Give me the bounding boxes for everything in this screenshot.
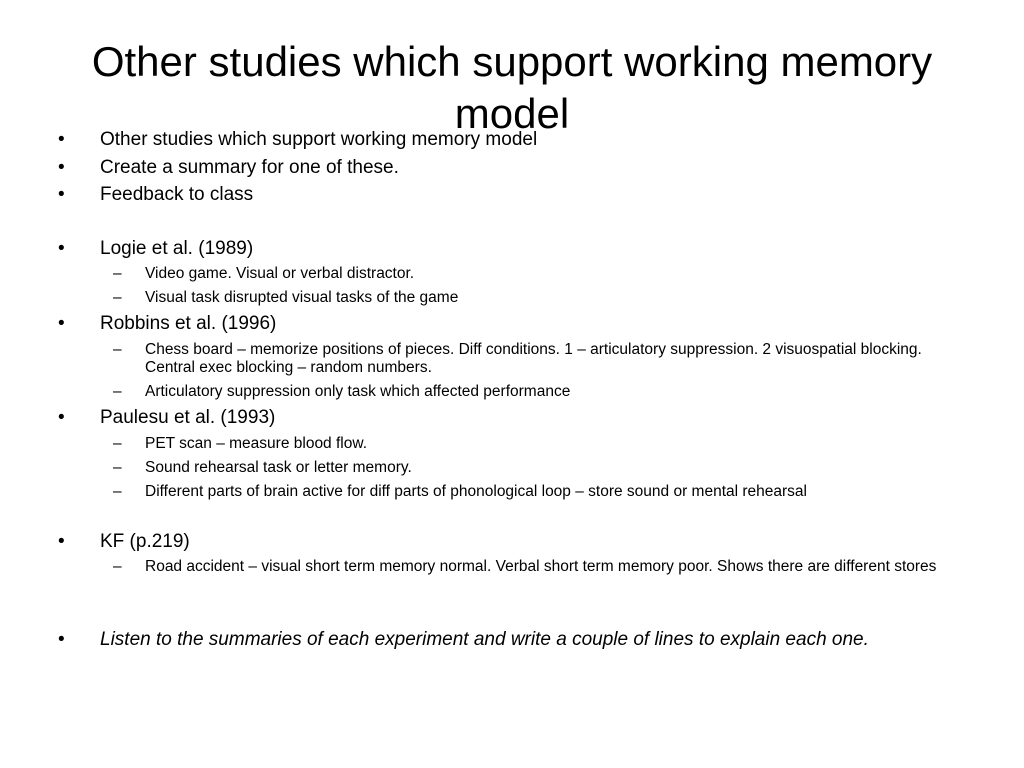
bullet-icon: • — [58, 313, 65, 334]
dash-icon: – — [113, 289, 122, 306]
bullet-icon: • — [58, 157, 65, 178]
bullet-icon: • — [58, 129, 65, 150]
bullet-text: Feedback to class — [100, 184, 254, 205]
bullet-icon: • — [58, 629, 65, 650]
bullet-text: Create a summary for one of these. — [100, 157, 399, 178]
bullet-icon: • — [58, 184, 65, 205]
bullet-icon: • — [58, 531, 65, 552]
sub-bullet-text: Articulatory suppression only task which affected performance — [145, 383, 571, 400]
sub-bullet-text: Video game. Visual or verbal distractor. — [145, 265, 415, 282]
sub-bullet-text: PET scan – measure blood flow. — [145, 435, 368, 452]
dash-icon: – — [113, 265, 122, 282]
bullet-icon: • — [58, 407, 65, 428]
dash-icon: – — [113, 383, 122, 400]
sub-bullet-text: Road accident – visual short term memory normal. Verbal short term memory poor. Shows there are different stores — [145, 558, 937, 575]
dash-icon: – — [113, 558, 122, 575]
sub-bullet-text: Different parts of brain active for diff parts of phonological loop – store sound or mental rehearsal — [145, 483, 807, 500]
bullet-text: Logie et al. (1989) — [100, 238, 254, 259]
dash-icon: – — [113, 435, 122, 452]
slide-title: Other studies which support working memory model — [91, 38, 933, 138]
dash-icon: – — [113, 483, 122, 500]
sub-bullet-text: Sound rehearsal task or letter memory. — [145, 459, 412, 476]
bullet-text: KF (p.219) — [100, 531, 190, 552]
dash-icon: – — [113, 459, 122, 476]
instruction-text: Listen to the summaries of each experiment and write a couple of lines to explain each one. — [100, 629, 869, 650]
bullet-text: Robbins et al. (1996) — [100, 313, 277, 334]
bullet-text: Paulesu et al. (1993) — [100, 407, 276, 428]
bullet-icon: • — [58, 238, 65, 259]
sub-bullet-text: Visual task disrupted visual tasks of the game — [145, 289, 459, 306]
bullet-text: Other studies which support working memory model — [100, 129, 538, 150]
dash-icon: – — [113, 341, 122, 358]
sub-bullet-text: Chess board – memorize positions of pieces. Diff conditions. 1 – articulatory suppression. 2 visuospatial blocking. Central exec blocking – random numbers. — [145, 341, 922, 376]
